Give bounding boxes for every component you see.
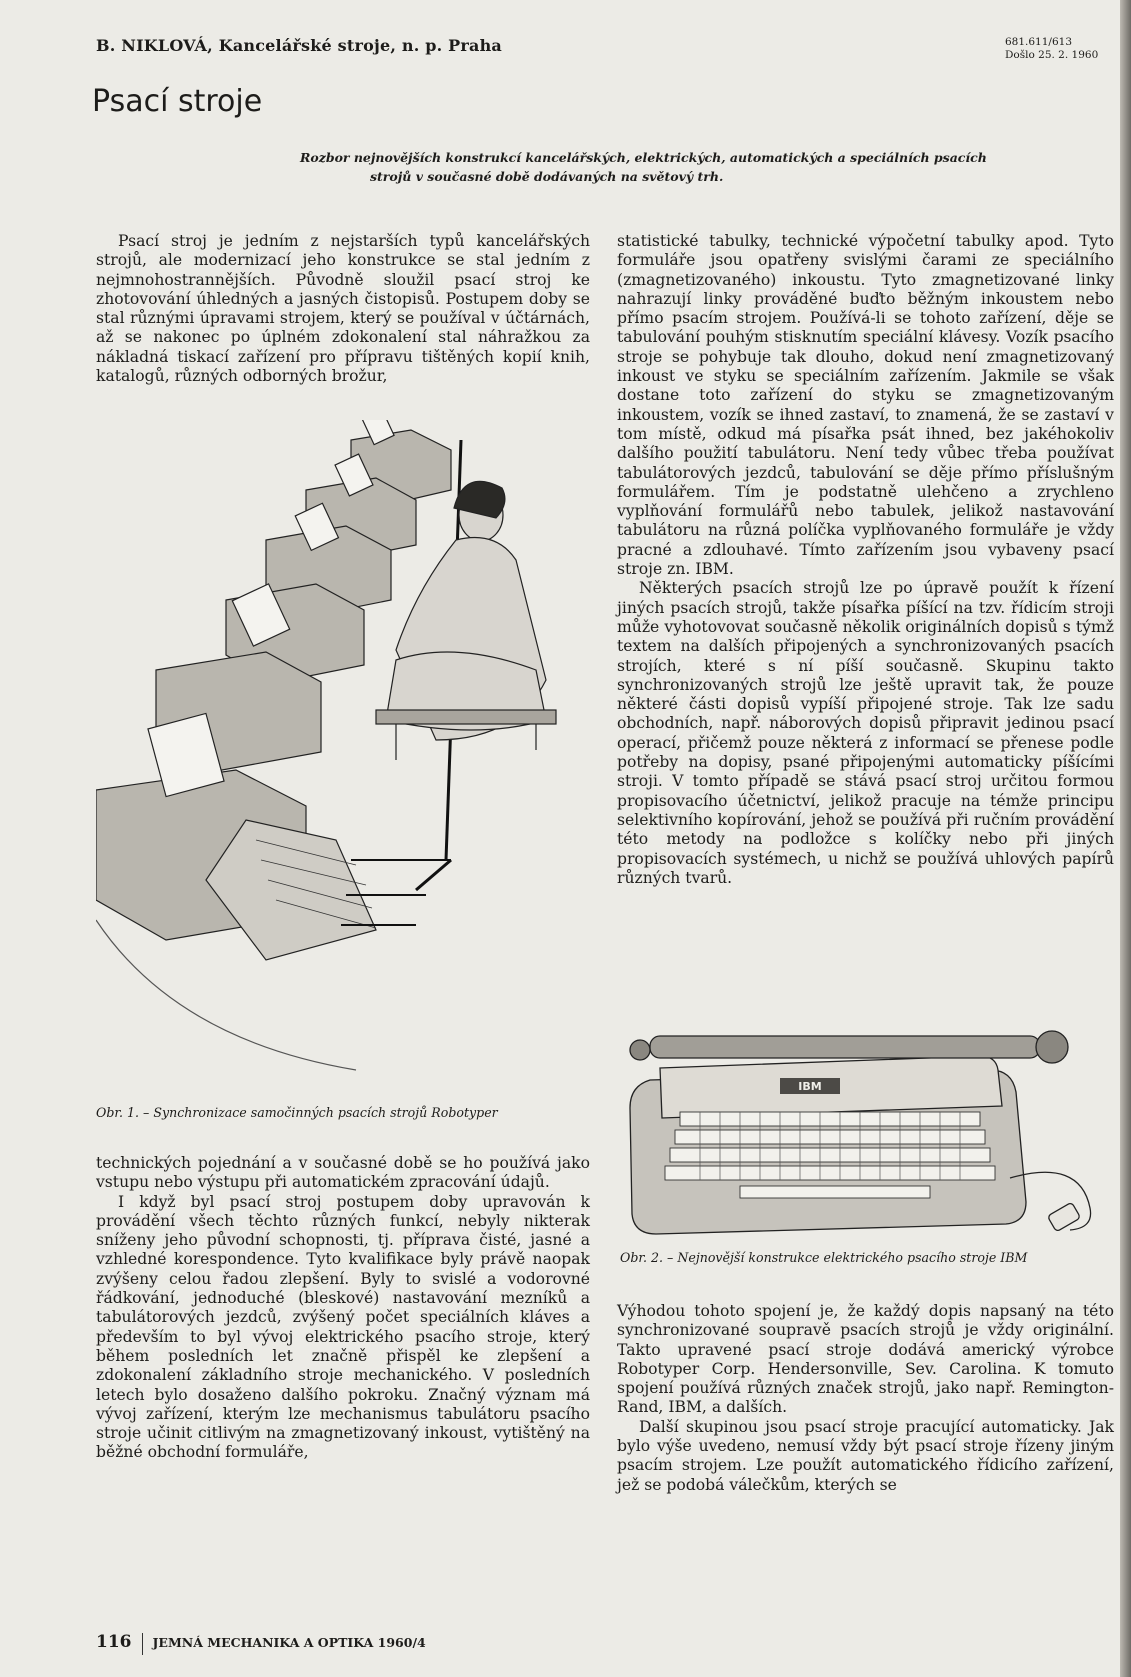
paragraph: I když byl psací stroj postupem doby upravován k provádění všech těchto různých funkcí, nebyly nikterak sníženy jeho původní schopnosti, tj. příprava čisté, jasné a vzhledné korespondence. Tyto kvalifikace byly právě naopak zvýšeny celou řadou zlepšení. Byly to svislé a vodorovné řádkování, jednoduché (bleskové) nastavování mezníků a tabulátorových jezdců, zvýšený počet speciálních kláves a především to byl vývoj elektrického psacího stroje, který během posledních let značně přispěl ke zlepšení a zdokonalení základního stroje mechanického. V posledních letech bylo dosaženo dalšího pokroku. Značný význam má vývoj zařízení, kterým lze mechanismus tabulátoru psacího stroje učinit citlivým na zmagnetizovaný inkoust, vytištěný na běžné obchodní formuláře,	[96, 1192, 590, 1462]
udc-code: 681.611/613	[1005, 36, 1072, 48]
column-2-top	[617, 232, 1114, 888]
abstract	[300, 148, 1098, 186]
paragraph: Další skupinou jsou psací stroje pracující automaticky. Jak bylo výše uvedeno, nemusí vždy být psací stroje řízeny jiným psacím strojem. Lze použít automatického řídicího zařízení, jež se podobá válečkům, kterých se	[617, 1417, 1114, 1494]
footer-divider	[142, 1633, 143, 1655]
abstract-line-1: Rozbor nejnovějších konstrukcí kancelářských, elektrických, automatických a speciálních psacích	[300, 150, 987, 165]
figure-2-ibm-typewriter-illustration	[620, 1008, 1114, 1238]
page-footer	[96, 1632, 426, 1655]
paragraph: Některých psacích strojů lze po úpravě použít k řízení jiných psacích strojů, takže písařka píšící na tzv. řídicím stroji může vyhotovovat současně několik originálních dopisů s týmž textem na dalších připojených a synchronizovaných psacích strojích, které s ní píší současně. Skupinu takto synchronizovaných strojů lze ještě upravit tak, že pouze některé části dopisů vypíší připojené stroje. Tak lze sadu obchodních, např. náborových dopisů připravit jedinou psací operací, přičemž pouze některá z informací se přenese podle potřeby na dopisy, psané připojenými automaticky píšícími stroji. V tomto případě se stává psací stroj určitou formou propisovacího účetnictví, jelikož pracuje na témže principu selektivního kopírování, jehož se používá při ručním provádění této metody na podložce s kolíčky nebo při jiných propisovacích systémech, u nichž se používá uhlových papírů různých tvarů.	[617, 579, 1114, 887]
journal-name: JEMNÁ MECHANIKA A OPTIKA 1960/4	[152, 1635, 426, 1650]
page-edge-shadow	[1120, 0, 1131, 1677]
received-date: Došlo 25. 2. 1960	[1005, 49, 1099, 61]
article-title: Psací stroje	[92, 84, 263, 119]
paragraph: technických pojednání a v současné době se ho používá jako vstupu nebo výstupu při automatickém zpracování údajů.	[96, 1154, 590, 1192]
paragraph: statistické tabulky, technické výpočetní tabulky apod. Tyto formuláře jsou opatřeny svislými čarami ze speciálního (zmagnetizovaného) inkoustu. Tyto zmagnetizované linky nahrazují linky prováděné buďto běžným inkoustem nebo přímo psacím strojem. Používá-li se tohoto zařízení, děje se tabulování pouhým stisknutím speciální klávesy. Vozík psacího stroje se pohybuje tak dlouho, dokud není zmagnetizovaný inkoust ve styku se speciálním zařízením. Jakmile se však dostane toto zařízení do styku se zmagnetizovaným inkoustem, vozík se ihned zastaví, to znamená, že se zastaví v tom místě, odkud má písařka psát ihned, bez jakéhokoliv dalšího použití tabulátoru. Není tedy vůbec třeba používat tabulátorových jezdců, tabulování se děje přímo příslušným formulářem. Tím je podstatně ulehčeno a zrychleno vyplňování formulářů nebo tabulek, jelikož nastavování tabulátoru na různá políčka vyplňovaného formuláře je vždy pracné a zdlouhavé. Tímto zařízením jsou vybaveny psací stroje zn. IBM.	[617, 232, 1114, 579]
ibm-logo-text: IBM	[798, 1080, 822, 1093]
column-1-top	[96, 232, 590, 386]
paragraph: Psací stroj je jedním z nejstarších typů kancelářských strojů, ale modernizací jeho konstrukce se stal jedním z nejmnohostrannějších. Původně sloužil psací stroj ke zhotovování úhledných a jasných čistopisů. Postupem doby se stal různými úpravami strojem, který se používal v účtárnách, až se nakonec po úplném zdokonalení stal náhražkou za nákladná tiskací zařízení pro přípravu tištěných kopií knih, katalogů, různých odborných brožur,	[96, 232, 590, 386]
abstract-line-2: strojů v současné době dodávaných na světový trh.	[370, 169, 724, 184]
udc-block	[1005, 36, 1098, 62]
figure-1-robotyper-illustration	[96, 420, 590, 1088]
figure-2-caption: Obr. 2. – Nejnovější konstrukce elektrického psacího stroje IBM	[620, 1250, 1028, 1265]
page-number: 116	[96, 1632, 132, 1652]
column-1-bottom	[96, 1154, 590, 1463]
author-line: B. NIKLOVÁ, Kancelářské stroje, n. p. Praha	[96, 36, 502, 55]
paragraph: Výhodou tohoto spojení je, že každý dopis napsaný na této synchronizované soupravě psacích strojů je vždy originální. Takto upravené psací stroje dodává americký výrobce Robotyper Corp. Hendersonville, Sev. Carolina. K tomuto spojení používá různých značek strojů, jako např. Remington-Rand, IBM, a dalších.	[617, 1302, 1114, 1417]
column-2-bottom	[617, 1302, 1114, 1495]
figure-1-caption: Obr. 1. – Synchronizace samočinných psacích strojů Robotyper	[96, 1105, 498, 1120]
